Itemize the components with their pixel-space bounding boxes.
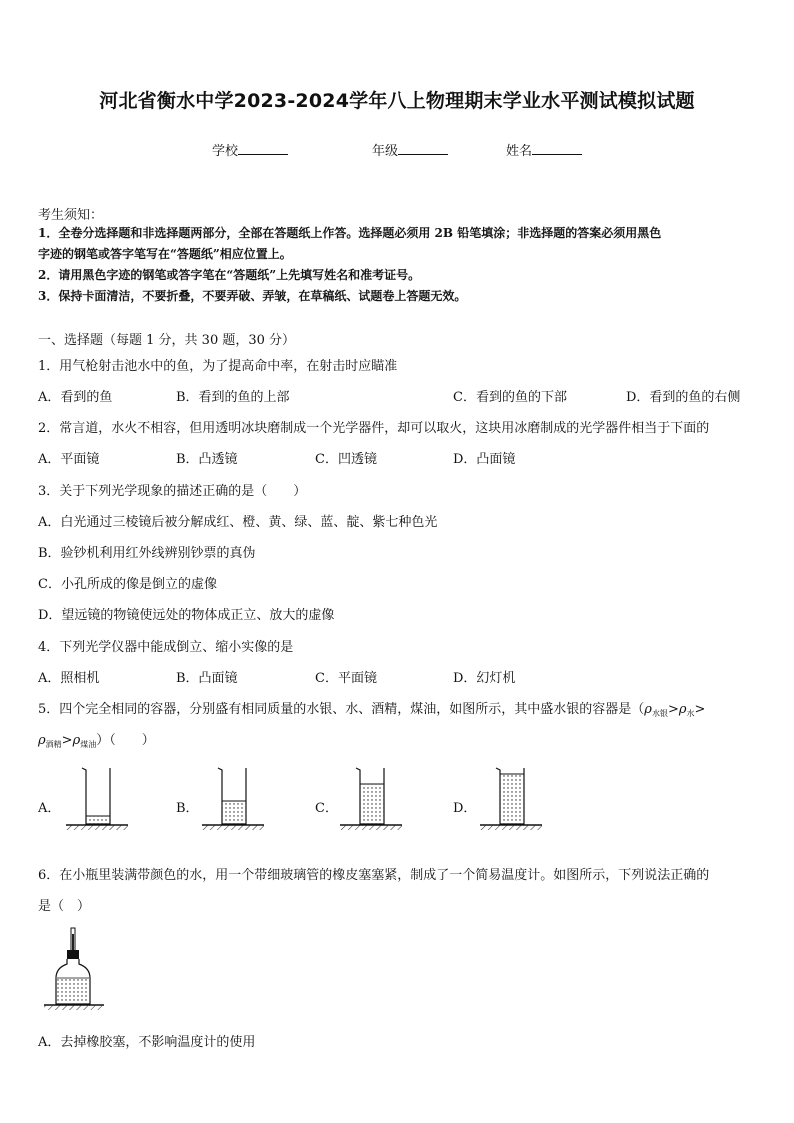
notice-item-1: 1．全卷分选择题和非选择题两部分，全部在答题纸上作答。选择题必须用 2B 铅笔填涂；非选择题的答案必须用黑色 — [38, 226, 662, 240]
notice-item-2: 2．请用黑色字迹的钢笔或答字笔在“答题纸”上先填写姓名和准考证号。 — [38, 268, 421, 282]
beaker-a-figure — [64, 762, 130, 832]
q5-stem-line1: 5．四个完全相同的容器，分别盛有相同质量的水银、水、酒精，煤油，如图所示，其中盛水银的容器是（$\rho_{水银}>\rho_水>$ — [38, 702, 706, 718]
q3-stem: 3．关于下列光学现象的描述正确的是（ ） — [38, 484, 307, 499]
q6-stem-line1: 6．在小瓶里装满带颜色的水，用一个带细玻璃管的橡皮塞塞紧，制成了一个简易温度计。如图所示，下列说法正确的 — [38, 868, 710, 883]
grade-label: 年级 — [372, 144, 399, 159]
name-label: 姓名 — [506, 144, 533, 159]
notice-item-3: 3．保持卡面清洁，不要折叠，不要弄破、弄皱，在草稿纸、试题卷上答题无效。 — [38, 289, 467, 303]
q5-option-c[interactable]: C． — [315, 801, 338, 816]
q6-option-a[interactable]: A．去掉橡胶塞，不影响温度计的使用 — [38, 1035, 256, 1050]
school-field — [212, 140, 288, 159]
q3-option-d[interactable]: D．望远镜的物镜使远处的物体成正立、放大的虚像 — [38, 608, 335, 623]
q1-option-b[interactable]: B．看到的鱼的上部 — [176, 390, 290, 405]
q1-option-d[interactable]: D．看到的鱼的右侧 — [626, 390, 741, 405]
thermometer-bottle-figure — [40, 926, 110, 1012]
q3-option-b[interactable]: B．验钞机利用红外线辨别钞票的真伪 — [38, 546, 256, 561]
q2-stem: 2．常言道，水火不相容，但用透明冰块磨制成一个光学器件，却可以取火，这块用冰磨制成的光学器件相当于下面的 — [38, 421, 710, 436]
q6-stem-line2: 是（ ） — [38, 899, 91, 914]
beaker-c-figure — [338, 762, 404, 832]
q4-option-d[interactable]: D．幻灯机 — [453, 671, 516, 686]
school-blank[interactable] — [238, 142, 288, 155]
section-heading: 一、选择题（每题 1 分，共 30 题，30 分） — [38, 333, 296, 348]
name-blank[interactable] — [532, 142, 582, 155]
liquid — [360, 784, 384, 825]
grade-blank[interactable] — [398, 142, 448, 155]
beaker-b-figure — [200, 762, 266, 832]
liquid — [500, 774, 524, 825]
q2-option-b[interactable]: B．凸透镜 — [176, 452, 238, 467]
school-label: 学校 — [212, 144, 239, 159]
q1-stem: 1．用气枪射击池水中的鱼，为了提高命中率，在射击时应瞄准 — [38, 359, 398, 374]
name-field — [506, 140, 582, 159]
beaker-d-figure — [478, 762, 544, 832]
q5-option-a[interactable]: A． — [38, 801, 61, 816]
notice-item-1b: 字迹的钢笔或答字笔写在“答题纸”相应位置上。 — [38, 247, 292, 261]
q3-option-a[interactable]: A．白光通过三棱镜后被分解成红、橙、黄、绿、蓝、靛、紫七种色光 — [38, 515, 438, 530]
rubber-stopper — [67, 950, 79, 959]
q4-option-a[interactable]: A．照相机 — [38, 671, 100, 686]
page-title: 河北省衡水中学2023-2024学年八上物理期末学业水平测试模拟试题 — [99, 90, 695, 112]
q5-option-d[interactable]: D． — [453, 801, 477, 816]
q5-option-b[interactable]: B． — [176, 801, 199, 816]
q1-option-a[interactable]: A．看到的鱼 — [38, 390, 113, 405]
q4-option-c[interactable]: C．平面镜 — [315, 671, 377, 686]
q1-option-c[interactable]: C．看到的鱼的下部 — [453, 390, 567, 405]
q2-option-c[interactable]: C．凹透镜 — [315, 452, 377, 467]
q3-option-c[interactable]: C．小孔所成的像是倒立的虚像 — [38, 577, 217, 592]
q5-stem: 5．四个完全相同的容器，分别盛有相同质量的水银、水、酒精，煤油，如图所示，其中盛水银的容器是（ — [38, 702, 645, 717]
q5-stem-line2: $\rho_{酒精}>\rho_{煤油}$）（ ） — [38, 733, 155, 749]
q2-option-d[interactable]: D．凸面镜 — [453, 452, 516, 467]
q2-option-a[interactable]: A．平面镜 — [38, 452, 100, 467]
q4-stem: 4．下列光学仪器中能成倒立、缩小实像的是 — [38, 640, 294, 655]
q4-option-b[interactable]: B．凸面镜 — [176, 671, 238, 686]
liquid — [222, 801, 246, 825]
grade-field — [372, 140, 448, 159]
colored-water — [57, 978, 89, 1003]
notice-heading: 考生须知： — [38, 208, 104, 223]
